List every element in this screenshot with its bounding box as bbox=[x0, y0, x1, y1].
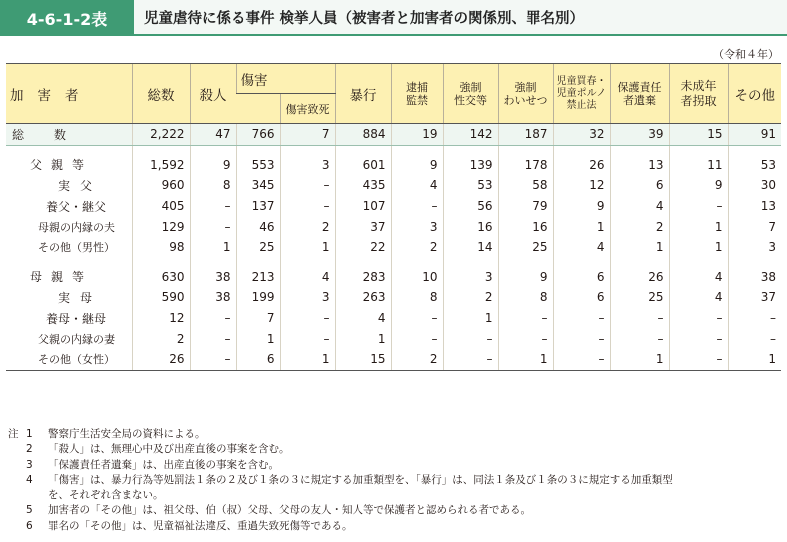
cell: – bbox=[610, 308, 669, 329]
cell: 7 bbox=[280, 124, 335, 146]
cell: 137 bbox=[236, 196, 280, 217]
cell: 107 bbox=[335, 196, 391, 217]
cell: – bbox=[391, 308, 443, 329]
table-row bbox=[6, 237, 781, 258]
cell: 6 bbox=[610, 175, 669, 196]
row-label: 総数 bbox=[6, 124, 132, 146]
cell: – bbox=[728, 328, 781, 349]
header-minor-abduction bbox=[669, 64, 728, 124]
cell: 1 bbox=[669, 216, 728, 237]
table-title: 児童虐待に係る事件 検挙人員（被害者と加害者の関係別、罪名別） bbox=[134, 0, 787, 36]
cell: 47 bbox=[190, 124, 236, 146]
cell: 1 bbox=[728, 349, 781, 370]
cell: 30 bbox=[728, 175, 781, 196]
cell: 38 bbox=[190, 267, 236, 288]
cell: – bbox=[669, 308, 728, 329]
cell: – bbox=[280, 196, 335, 217]
cell: 3 bbox=[280, 155, 335, 176]
cell: 601 bbox=[335, 155, 391, 176]
cell: 10 bbox=[391, 267, 443, 288]
cell: 1 bbox=[236, 328, 280, 349]
footnote-prefix bbox=[8, 488, 26, 503]
cell: 53 bbox=[443, 175, 498, 196]
row-label: その他（女性） bbox=[6, 349, 132, 370]
cell: – bbox=[190, 349, 236, 370]
row-label: 養母・継母 bbox=[46, 311, 107, 326]
cell: 8 bbox=[498, 287, 553, 308]
footnote-prefix bbox=[8, 503, 26, 518]
cell: 56 bbox=[443, 196, 498, 217]
header-child-porn-law bbox=[553, 64, 610, 124]
cell: 13 bbox=[728, 196, 781, 217]
cell: 4 bbox=[610, 196, 669, 217]
header-porn-line3: 禁止法 bbox=[566, 99, 597, 111]
footnote-text: 加害者の「その他」は、祖父母、伯（叔）父母、父母の友人・知人等で保護者と認められる者である。 bbox=[48, 504, 531, 517]
cell: 1 bbox=[443, 308, 498, 329]
cell: 178 bbox=[498, 155, 553, 176]
header-forced-indecency bbox=[498, 64, 553, 124]
footnote-number: 5 bbox=[26, 504, 33, 517]
cell: 1 bbox=[610, 237, 669, 258]
cell: – bbox=[280, 328, 335, 349]
footnote bbox=[8, 427, 673, 442]
cell: 345 bbox=[236, 175, 280, 196]
row-label: 父親の内縁の妻 bbox=[38, 332, 115, 346]
cell: 9 bbox=[553, 196, 610, 217]
cell: 4 bbox=[335, 308, 391, 329]
header-forced-line2: 性交等 bbox=[454, 93, 487, 107]
cell: 142 bbox=[443, 124, 498, 146]
cell: 199 bbox=[236, 287, 280, 308]
footnote-number bbox=[26, 488, 48, 503]
cell: – bbox=[553, 328, 610, 349]
cell: 7 bbox=[728, 216, 781, 237]
header-total: 総数 bbox=[132, 64, 190, 124]
cell: 960 bbox=[132, 175, 190, 196]
cell: 766 bbox=[236, 124, 280, 146]
header-injury-death: 傷害致死 bbox=[280, 94, 335, 124]
cell: 11 bbox=[669, 155, 728, 176]
cell: 6 bbox=[553, 267, 610, 288]
cell: 3 bbox=[443, 267, 498, 288]
cell: 1 bbox=[280, 237, 335, 258]
row-label: 養父・継父 bbox=[46, 199, 107, 214]
cell: – bbox=[391, 328, 443, 349]
footnote-text: 警察庁生活安全局の資料による。 bbox=[48, 428, 206, 440]
cell: – bbox=[280, 175, 335, 196]
header-neglect bbox=[610, 64, 669, 124]
cell: 15 bbox=[335, 349, 391, 370]
header-neglect-line1: 保護責任 bbox=[617, 80, 662, 94]
table-body bbox=[6, 124, 781, 371]
row-label: 実母 bbox=[58, 290, 103, 305]
cell: 1,592 bbox=[132, 155, 190, 176]
cell: 1 bbox=[190, 237, 236, 258]
cell: 630 bbox=[132, 267, 190, 288]
header-other: その他 bbox=[728, 64, 781, 124]
cell: – bbox=[553, 308, 610, 329]
spacer-row bbox=[6, 145, 781, 155]
footnote-number: 2 bbox=[26, 443, 33, 456]
statistics-table bbox=[6, 63, 781, 371]
cell: 15 bbox=[669, 124, 728, 146]
cell: – bbox=[498, 328, 553, 349]
cell: 2 bbox=[280, 216, 335, 237]
header-indecency-line1: 強制 bbox=[514, 80, 537, 94]
cell: 38 bbox=[190, 287, 236, 308]
cell: 3 bbox=[391, 216, 443, 237]
footnote-number: 1 bbox=[26, 428, 33, 440]
cell: 435 bbox=[335, 175, 391, 196]
footnote-text: 罪名の「その他」は、児童福祉法違反、重過失致死傷等である。 bbox=[48, 519, 353, 532]
cell: 26 bbox=[553, 155, 610, 176]
cell: – bbox=[190, 196, 236, 217]
footnote bbox=[8, 442, 673, 457]
table-header-bar bbox=[0, 0, 787, 36]
cell: 4 bbox=[669, 287, 728, 308]
header-confinement-line1: 逮捕 bbox=[406, 80, 428, 94]
cell: 98 bbox=[132, 237, 190, 258]
footnotes bbox=[8, 427, 673, 534]
cell: – bbox=[190, 328, 236, 349]
cell: 12 bbox=[132, 308, 190, 329]
footnote bbox=[8, 458, 673, 473]
footnote bbox=[8, 503, 673, 518]
cell: 25 bbox=[236, 237, 280, 258]
header-injury-spacer bbox=[236, 94, 280, 124]
cell: 6 bbox=[553, 287, 610, 308]
table-row bbox=[6, 175, 781, 196]
footnote-text: 「殺人」は、無理心中及び出産直後の事案を含む。 bbox=[48, 443, 290, 456]
header-neglect-line2: 者遺棄 bbox=[623, 93, 656, 107]
cell: 16 bbox=[498, 216, 553, 237]
footnote-prefix: 注 bbox=[8, 428, 19, 440]
footnote-number: 6 bbox=[26, 519, 33, 532]
cell: – bbox=[669, 328, 728, 349]
cell: 37 bbox=[728, 287, 781, 308]
footnote bbox=[8, 519, 673, 534]
header-indecency-line2: わいせつ bbox=[503, 93, 548, 107]
footnote-number: 4 bbox=[26, 473, 33, 486]
cell: 129 bbox=[132, 216, 190, 237]
cell: 4 bbox=[669, 267, 728, 288]
spacer-row bbox=[6, 258, 781, 267]
cell: 16 bbox=[443, 216, 498, 237]
header-confinement bbox=[391, 64, 443, 124]
header-forced-line1: 強制 bbox=[459, 80, 482, 94]
header-assault: 暴行 bbox=[335, 64, 391, 124]
cell: 7 bbox=[236, 308, 280, 329]
cell: 9 bbox=[669, 175, 728, 196]
cell: 1 bbox=[610, 349, 669, 370]
footnote-text: 「傷害」は、暴力行為等処罰法１条の２及び１条の３に規定する加重類型を、「暴行」は、同法１条及び１条の３に規定する加重類型 bbox=[48, 473, 673, 486]
cell: 8 bbox=[391, 287, 443, 308]
cell: – bbox=[553, 349, 610, 370]
footnote-prefix bbox=[8, 442, 26, 457]
cell: 405 bbox=[132, 196, 190, 217]
cell: 32 bbox=[553, 124, 610, 146]
cell: 1 bbox=[498, 349, 553, 370]
footnote-prefix bbox=[8, 458, 26, 473]
cell: 2 bbox=[391, 237, 443, 258]
table-row bbox=[6, 349, 781, 370]
cell: 26 bbox=[132, 349, 190, 370]
table-row bbox=[6, 267, 781, 288]
footnote bbox=[8, 473, 673, 488]
cell: 19 bbox=[391, 124, 443, 146]
cell: 2 bbox=[443, 287, 498, 308]
footnote-text: 「保護責任者遺棄」は、出産直後の事案を含む。 bbox=[48, 458, 279, 471]
cell: 2,222 bbox=[132, 124, 190, 146]
cell: – bbox=[190, 308, 236, 329]
year-note: （令和４年） bbox=[713, 48, 779, 61]
cell: 1 bbox=[280, 349, 335, 370]
cell: 13 bbox=[610, 155, 669, 176]
row-label: その他（男性） bbox=[38, 241, 115, 255]
table-row bbox=[6, 328, 781, 349]
header-forced-intercourse bbox=[443, 64, 498, 124]
header-porn-line2: 児童ポルノ bbox=[556, 87, 607, 99]
cell: 46 bbox=[236, 216, 280, 237]
cell: 22 bbox=[335, 237, 391, 258]
cell: 2 bbox=[132, 328, 190, 349]
cell: 2 bbox=[391, 349, 443, 370]
cell: 26 bbox=[610, 267, 669, 288]
cell: 1 bbox=[669, 237, 728, 258]
table-row bbox=[6, 196, 781, 217]
cell: 3 bbox=[280, 287, 335, 308]
cell: 79 bbox=[498, 196, 553, 217]
cell: 9 bbox=[391, 155, 443, 176]
header-abduction-line1: 未成年 bbox=[680, 78, 717, 93]
row-label: 父親等 bbox=[30, 158, 94, 173]
row-label: 実父 bbox=[58, 178, 103, 193]
cell: 91 bbox=[728, 124, 781, 146]
cell: 1 bbox=[553, 216, 610, 237]
cell: 213 bbox=[236, 267, 280, 288]
row-label: 母親等 bbox=[30, 270, 94, 285]
cell: 139 bbox=[443, 155, 498, 176]
cell: – bbox=[669, 196, 728, 217]
cell: – bbox=[443, 328, 498, 349]
cell: – bbox=[498, 308, 553, 329]
cell: – bbox=[391, 196, 443, 217]
cell: 187 bbox=[498, 124, 553, 146]
cell: 553 bbox=[236, 155, 280, 176]
cell: – bbox=[728, 308, 781, 329]
cell: 4 bbox=[280, 267, 335, 288]
cell: – bbox=[669, 349, 728, 370]
table-row bbox=[6, 308, 781, 329]
cell: 2 bbox=[610, 216, 669, 237]
cell: 4 bbox=[391, 175, 443, 196]
cell: 14 bbox=[443, 237, 498, 258]
cell: 25 bbox=[498, 237, 553, 258]
header-abduction-line2: 者拐取 bbox=[680, 93, 717, 108]
cell: 8 bbox=[190, 175, 236, 196]
cell: 12 bbox=[553, 175, 610, 196]
cell: – bbox=[280, 308, 335, 329]
cell: 38 bbox=[728, 267, 781, 288]
cell: 263 bbox=[335, 287, 391, 308]
footnote-prefix bbox=[8, 473, 26, 488]
cell: 884 bbox=[335, 124, 391, 146]
cell: 590 bbox=[132, 287, 190, 308]
cell: 3 bbox=[728, 237, 781, 258]
header-injury: 傷害 bbox=[236, 64, 335, 94]
header-porn-line1: 児童買春・ bbox=[556, 75, 607, 87]
footnote-prefix bbox=[8, 519, 26, 534]
cell: 39 bbox=[610, 124, 669, 146]
cell: – bbox=[610, 328, 669, 349]
row-label: 母親の内縁の夫 bbox=[38, 220, 115, 234]
cell: 58 bbox=[498, 175, 553, 196]
cell: 25 bbox=[610, 287, 669, 308]
table-row bbox=[6, 216, 781, 237]
footnote-number: 3 bbox=[26, 458, 33, 471]
cell: 283 bbox=[335, 267, 391, 288]
header-offender: 加害者 bbox=[6, 64, 132, 124]
header-murder: 殺人 bbox=[190, 64, 236, 124]
table-number-tag: 4-6-1-2表 bbox=[0, 0, 134, 36]
table-row bbox=[6, 124, 781, 146]
footnote bbox=[8, 488, 673, 503]
header-confinement-line2: 監禁 bbox=[406, 93, 428, 107]
cell: – bbox=[190, 216, 236, 237]
cell: 37 bbox=[335, 216, 391, 237]
table-row bbox=[6, 155, 781, 176]
cell: 6 bbox=[236, 349, 280, 370]
cell: 4 bbox=[553, 237, 610, 258]
table-row bbox=[6, 287, 781, 308]
cell: 1 bbox=[335, 328, 391, 349]
footnote-text: を、それぞれ含まない。 bbox=[48, 489, 164, 502]
cell: 9 bbox=[498, 267, 553, 288]
cell: 9 bbox=[190, 155, 236, 176]
cell: 53 bbox=[728, 155, 781, 176]
cell: – bbox=[443, 349, 498, 370]
table-head bbox=[6, 64, 781, 124]
